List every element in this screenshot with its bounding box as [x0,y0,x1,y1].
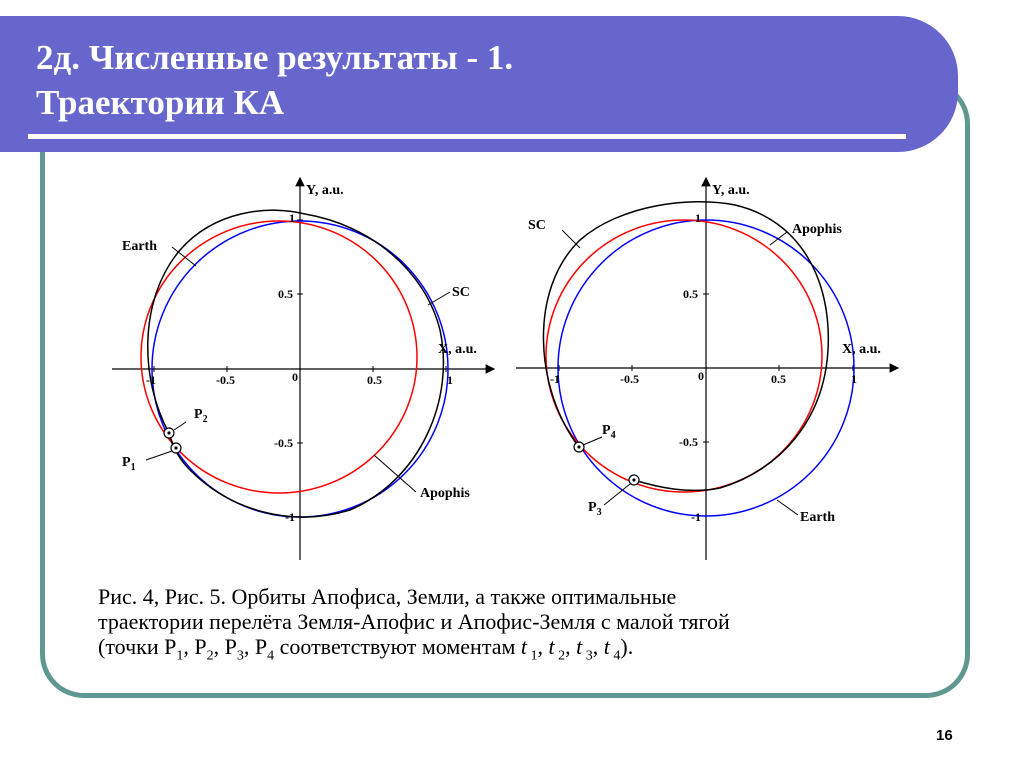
x-tick-label: 0 [292,370,298,384]
x-tick-label: 0.5 [367,373,382,387]
page-number: 16 [936,727,953,744]
p3-label: $P_3$ [588,500,602,518]
earth-label: Earth [122,239,157,254]
figure-caption [98,584,938,668]
x-tick-label: -0.5 [216,373,235,387]
y-tick-label: -1 [691,510,701,524]
slide-title: 2д. Численные результаты - 1. [36,38,514,77]
slide-subtitle: Траектории КА [36,83,285,122]
sc-label: SC [528,218,546,233]
x-tick-label: 1 [851,372,857,386]
y-tick-label: 0.5 [683,287,698,301]
y-tick-label: 0.5 [278,287,293,301]
x-tick-label: 0 [698,369,704,383]
x-tick-label: 0.5 [771,372,786,386]
y-tick-label: -0.5 [679,435,698,449]
x-tick-label: -1 [146,373,156,387]
y-axis-label: Y, a.u. [712,183,750,198]
p4-label: $P_4$ [602,423,616,441]
caption-line: траектории перелёта Земля-Апофис и Апофис-Земля с малой тягой [98,609,730,634]
apophis-label: Apophis [792,222,842,237]
x-axis-label: X, a.u. [842,342,881,357]
earth-label: Earth [800,510,835,525]
x-tick-label: -1 [550,372,560,386]
y-axis-label: Y, a.u. [306,183,344,198]
p1-label: $P_1$ [122,455,136,473]
p2-label: $P_2$ [194,407,208,425]
caption-line: Рис. 4, Рис. 5. Орбиты Апофиса, Земли, а также оптимальные [98,584,677,609]
apophis-label: Apophis [420,486,470,501]
y-tick-label: -0.5 [274,436,293,450]
caption-line: (точки $P_1$, $P_2$, $P_3$, $P_4$ соответствуют моментам t $_1$, t $_2$, t $_3$, t $_4$). [98,634,634,664]
y-tick-label: 1 [289,211,295,225]
sc-label: SC [452,285,470,300]
x-tick-label: 1 [447,373,453,387]
y-tick-label: -1 [285,510,295,524]
x-tick-label: -0.5 [620,372,639,386]
apophis-orbit [546,220,822,492]
y-tick-label: 1 [695,211,701,225]
x-axis-label: X, a.u. [438,342,477,357]
